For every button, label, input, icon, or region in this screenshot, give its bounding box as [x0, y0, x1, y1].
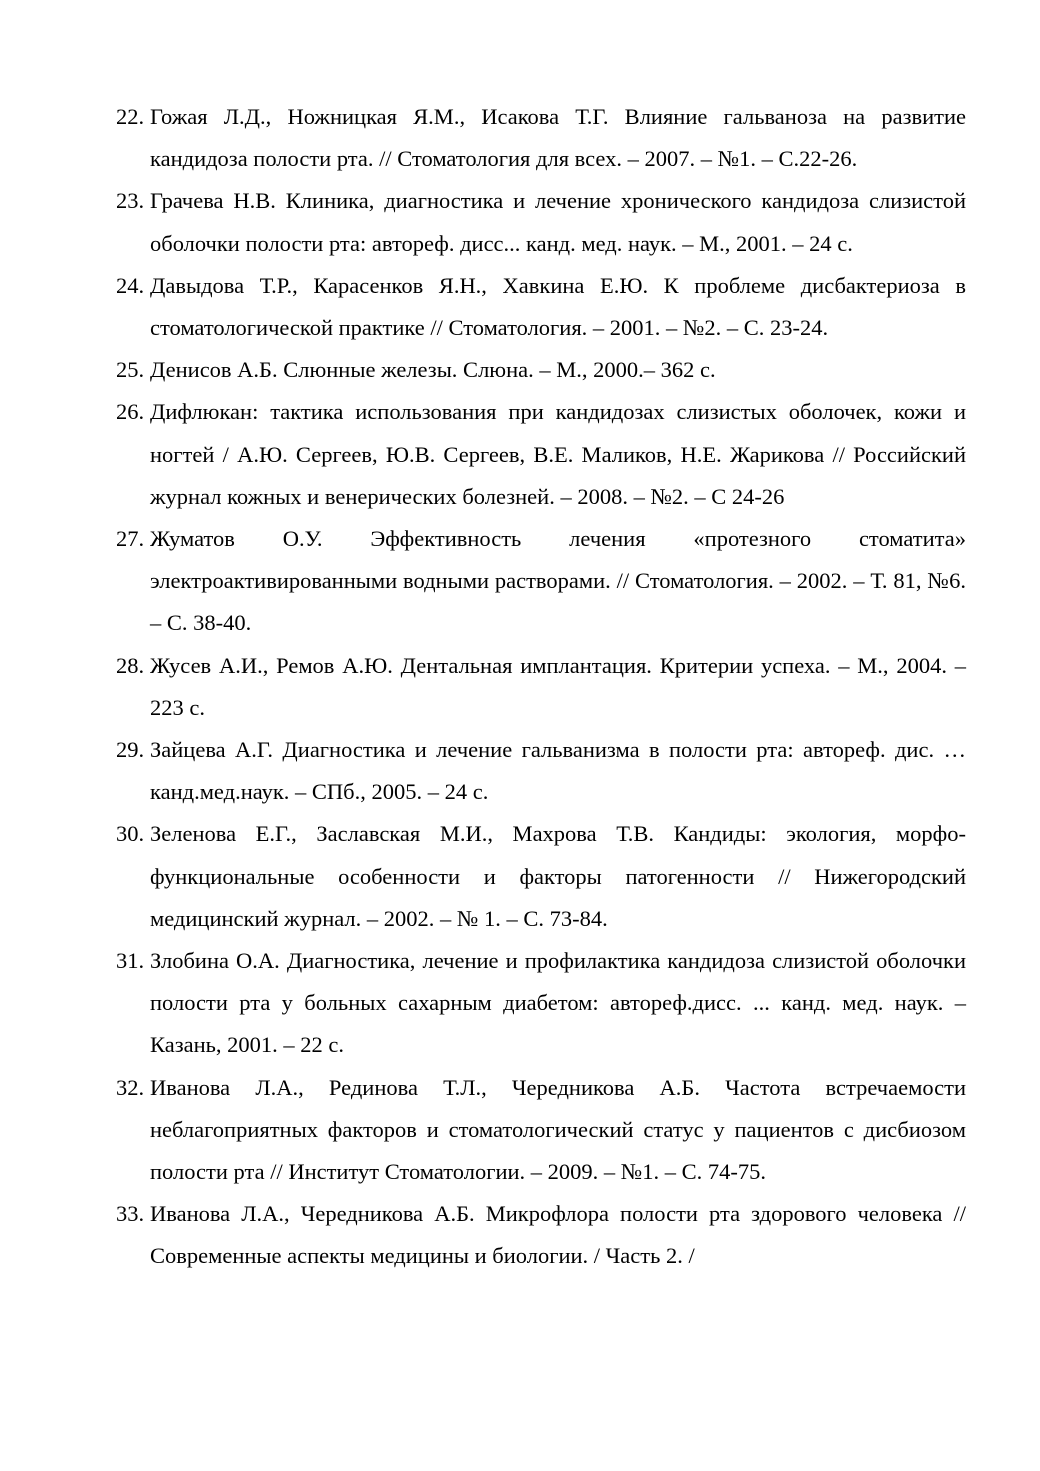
- reference-text: Иванова Л.А., Чередникова А.Б. Микрофлора полости рта здорового человека // Современные аспекты медицины и биологии. / Часть 2. /: [150, 1201, 966, 1269]
- reference-item: [116, 518, 966, 645]
- reference-item: [116, 265, 966, 349]
- reference-number: 31.: [116, 948, 145, 974]
- reference-item: [116, 391, 966, 518]
- reference-item: [116, 729, 966, 813]
- reference-text: Грачева Н.В. Клиника, диагностика и лечение хронического кандидоза слизистой оболочки полости рта: автореф. дисс... канд. мед. наук. – М., 2001. – 24 с.: [150, 188, 966, 256]
- reference-text: Жуматов О.У. Эффективность лечения «протезного стоматита» электроактивированными водными растворами. // Стоматология. – 2002. – Т. 81, №6. – С. 38-40.: [150, 526, 966, 636]
- reference-item: [116, 96, 966, 180]
- reference-number: 24.: [116, 272, 145, 298]
- reference-item: [116, 813, 966, 940]
- reference-list: [116, 96, 966, 1278]
- reference-number: 26.: [116, 399, 145, 425]
- reference-item: [116, 180, 966, 264]
- reference-number: 33.: [116, 1201, 145, 1227]
- reference-number: 22.: [116, 104, 145, 129]
- reference-text: Иванова Л.А., Рединова Т.Л., Чередникова А.Б. Частота встречаемости неблагоприятных факторов и стоматологический статус у пациентов с дисбиозом полости рта // Институт Стоматологии. – 2009. – №1. – С. 74-75.: [150, 1074, 966, 1185]
- reference-text: Жусев А.И., Ремов А.Ю. Дентальная имплантация. Критерии успеха. – М., 2004. – 223 с.: [150, 652, 966, 720]
- reference-item: [116, 645, 966, 729]
- reference-number: 27.: [116, 526, 145, 552]
- reference-item: [116, 349, 966, 391]
- reference-text: Зайцева А.Г. Диагностика и лечение гальванизма в полости рта: автореф. дис. …канд.мед.наук. – СПб., 2005. – 24 с.: [150, 737, 966, 805]
- reference-number: 25.: [116, 357, 145, 383]
- reference-text: Давыдова Т.Р., Карасенков Я.Н., Хавкина Е.Ю. К проблеме дисбактериоза в стоматологической практике // Стоматология. – 2001. – №2. – С. 23-24.: [150, 272, 966, 341]
- reference-text: Дифлюкан: тактика использования при кандидозах слизистых оболочек, кожи и ногтей / А.Ю. Сергеев, Ю.В. Сергеев, В.Е. Маликов, Н.Е. Жарикова // Российский журнал кожных и венерических болезней. – 2008. – №2. – С 24-26: [150, 399, 966, 509]
- reference-item: [116, 1067, 966, 1194]
- reference-text: Злобина О.А. Диагностика, лечение и профилактика кандидоза слизистой оболочки полости рта у больных сахарным диабетом: автореф.дисс. ... канд. мед. наук. – Казань, 2001. – 22 с.: [150, 948, 966, 1058]
- reference-number: 32.: [116, 1074, 145, 1100]
- reference-text: Гожая Л.Д., Ножницкая Я.М., Исакова Т.Г. Влияние гальваноза на развитие кандидоза полости рта. // Стоматология для всех. – 2007. – №1. – С.22-26.: [150, 104, 966, 172]
- reference-number: 29.: [116, 737, 145, 763]
- reference-text: Зеленова Е.Г., Заславская М.И., Махрова Т.В. Кандиды: экология, морфо-функциональные особенности и факторы патогенности // Нижегородский медицинский журнал. – 2002. – № 1. – С. 73-84.: [150, 821, 966, 931]
- reference-item: [116, 1193, 966, 1277]
- reference-number: 30.: [116, 821, 145, 847]
- reference-number: 23.: [116, 188, 145, 214]
- reference-number: 28.: [116, 652, 145, 678]
- reference-text: Денисов А.Б. Слюнные железы. Слюна. – М., 2000.– 362 с.: [150, 357, 716, 383]
- reference-item: [116, 940, 966, 1067]
